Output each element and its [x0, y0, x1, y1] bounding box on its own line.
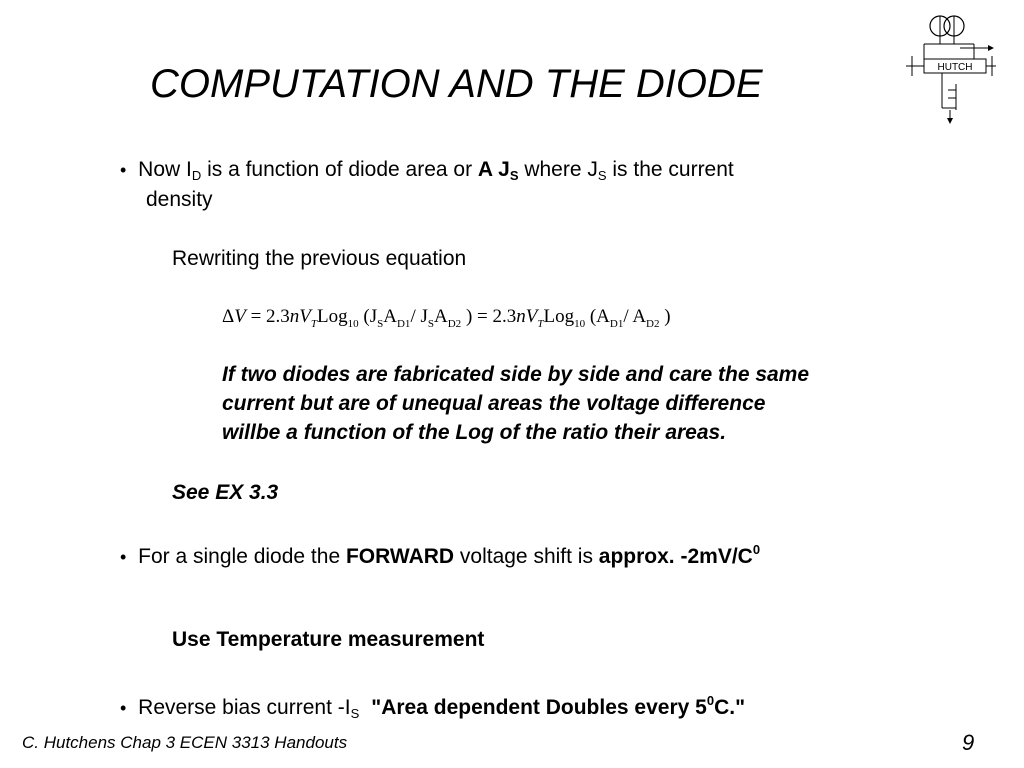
italic-note-line-2: current but are of unequal areas the voltage difference: [222, 392, 766, 415]
degree-sup-2: 0: [706, 693, 715, 708]
bullet-1-text-b: is a function of diode area or: [201, 158, 478, 181]
eq-a2: A: [434, 306, 448, 327]
italic-note-line-1: If two diodes are fabricated side by side and care the same: [222, 363, 810, 386]
bullet-2-text-a: For a single diode the: [138, 545, 346, 568]
eq-log1: Log: [317, 306, 348, 327]
bullet-3-text-a: Reverse bias current -I: [138, 696, 351, 719]
use-temperature: Use Temperature measurement: [172, 628, 485, 651]
eq-d4: D2: [646, 318, 660, 330]
equation: [222, 306, 671, 330]
bullet-2: [120, 535, 760, 572]
bold-forward: FORWARD: [345, 545, 455, 568]
hutch-circuit-logo: [904, 14, 1000, 126]
eq-close2: ): [659, 306, 671, 327]
sub-d: D: [191, 168, 202, 183]
slide-title: COMPUTATION AND THE DIODE: [150, 62, 763, 106]
eq-mid1: / J: [410, 306, 428, 327]
eq-open1: (J: [363, 306, 378, 327]
bullet-1-text-d: is the current: [606, 158, 734, 181]
logo-text: HUTCH: [937, 62, 973, 73]
bullet-dot: •: [120, 698, 127, 718]
eq-d3: D1: [609, 318, 624, 330]
eq-mid2: / A: [623, 306, 647, 327]
italic-note-line-3: willbe a function of the Log of the ratio their areas.: [222, 421, 727, 444]
bullet-2-text-b: voltage shift is: [454, 545, 599, 568]
sub-s: S: [597, 168, 607, 183]
bullet-1-text-c: where J: [518, 158, 598, 181]
eq-nv2: nV: [516, 306, 538, 327]
eq-nv1: nV: [289, 306, 311, 327]
eq-base2: 10: [574, 318, 586, 330]
bold-sub-s: S: [509, 168, 519, 183]
eq-d1: D1: [396, 318, 411, 330]
bullet-dot: •: [120, 160, 127, 180]
bullet-1-text-a: Now I: [138, 158, 192, 181]
eq-t2: T: [537, 318, 544, 330]
bold-a-j: A J: [477, 158, 510, 181]
eq-eq1: = 2.3: [245, 306, 290, 327]
see-example: See EX 3.3: [172, 481, 279, 504]
rewrite-text: Rewriting the previous equation: [172, 247, 467, 270]
eq-t1: T: [310, 318, 318, 330]
eq-v: V: [234, 306, 246, 327]
bold-area-dependent: "Area dependent Doubles every 5: [371, 696, 707, 719]
bold-approx: approx. -2mV/C: [598, 545, 753, 568]
eq-open2: (A: [589, 306, 610, 327]
degree-sup: 0: [752, 542, 761, 557]
eq-log2: Log: [543, 306, 575, 327]
page-number: 9: [962, 730, 975, 755]
eq-s1: S: [377, 318, 384, 330]
bullet-1-line-2: density: [146, 188, 213, 211]
eq-base1: 10: [347, 318, 359, 330]
sub-s-reverse: S: [350, 706, 360, 721]
eq-a1: A: [383, 306, 397, 327]
eq-d2: D2: [447, 318, 462, 330]
eq-s2: S: [427, 318, 434, 330]
bold-celsius: C.": [714, 696, 746, 719]
eq-close1: ) = 2.3: [461, 306, 517, 327]
bullet-3: [120, 686, 745, 729]
eq-delta: Δ: [222, 306, 235, 327]
bullet-dot: •: [120, 547, 127, 567]
footer-credit: C. Hutchens Chap 3 ECEN 3313 Handouts: [22, 733, 348, 752]
